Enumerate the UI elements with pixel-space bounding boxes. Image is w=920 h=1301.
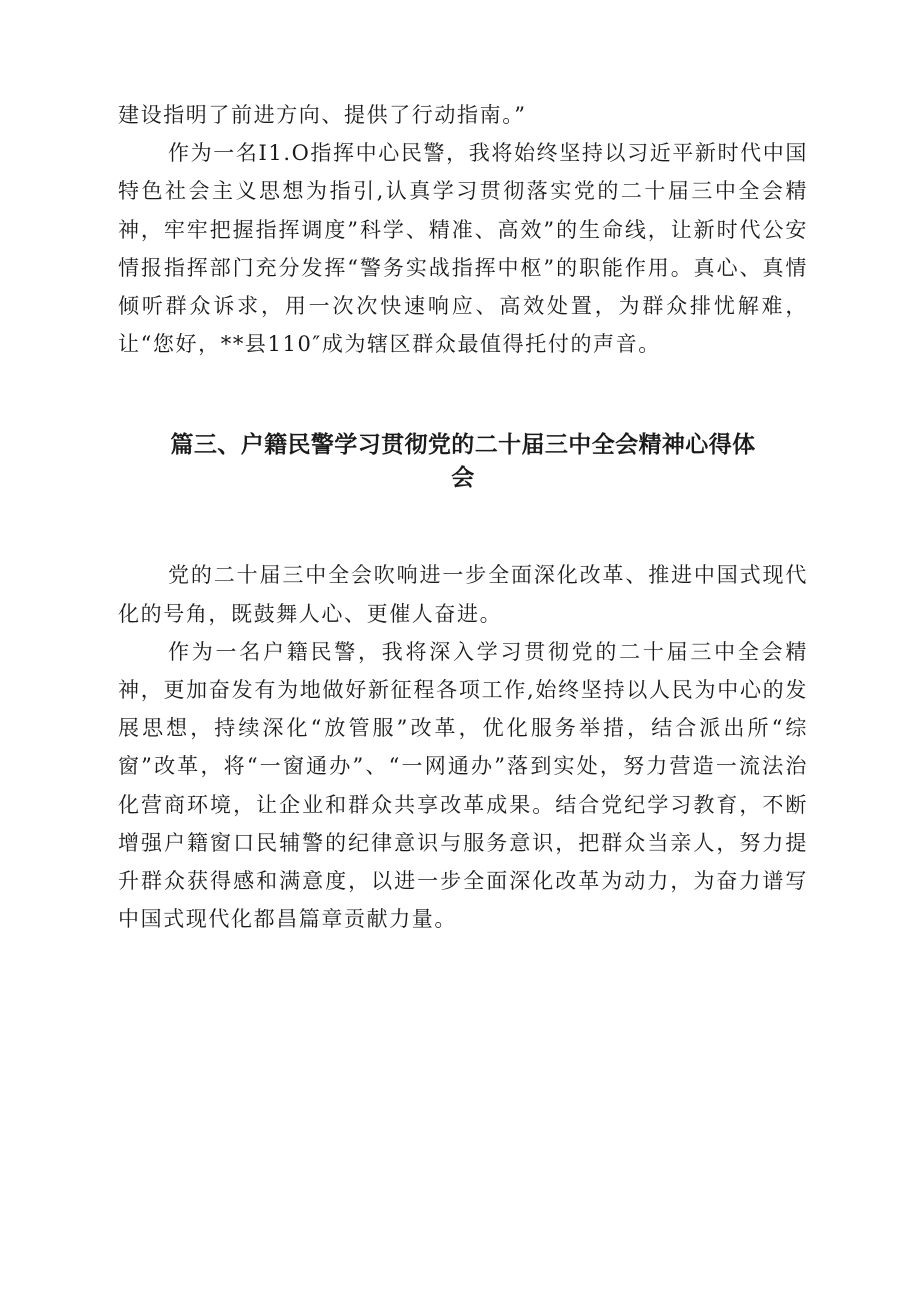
document-body xyxy=(118,96,808,938)
plenum-intro-paragraph: 党的二十届三中全会吹响进一步全面深化改革、推进中国式现代化的号角，既鼓舞人心、更催人奋进。 xyxy=(118,563,808,626)
household-police-paragraph: 作为一名户籍民警，我将深入学习贯彻党的二十届三中全会精神，更加奋发有为地做好新征程各项工作,始终坚持以人民为中心的发展思想，持续深化“放管服”改革，优化服务举措，结合派出所“综窗”改革，将“一窗通办”、“一网通办”落到实处，努力营造一流法治化营商环境，让企业和群众共享改革成果。结合党纪学习教育，不断增强户籍窗口民辅警的纪律意识与服务意识，把群众当亲人，努力提升群众获得感和满意度，以进一步全面深化改革为动力，为奋力谱写中国式现代化都昌篇章贡献力量。 xyxy=(118,639,808,932)
section-three-title-line2: 会 xyxy=(451,465,475,492)
spacer xyxy=(118,495,808,556)
section-three-title-line1: 篇三、户籍民警学习贯彻党的二十届三中全会精神心得体 xyxy=(170,432,756,459)
command-center-paragraph: 作为一名I1.O指挥中心民警，我将始终坚持以习近平新时代中国特色社会主义思想为指引,认真学习贯彻落实党的二十届三中全会精神，牢牢把握指挥调度”科学、精准、高效”的生命线，让新时代公安情报指挥部门充分发挥“警务实战指挥中枢”的职能作用。真心、真情倾听群众诉求，用一次次快速响应、高效处置，为群众排忧解难，让“您好，**县110″成为辖区群众最值得托付的声音。 xyxy=(118,141,808,357)
section-three-title xyxy=(118,429,808,495)
continuation-paragraph: 建设指明了前进方向、提供了行动指南。” xyxy=(118,103,527,127)
